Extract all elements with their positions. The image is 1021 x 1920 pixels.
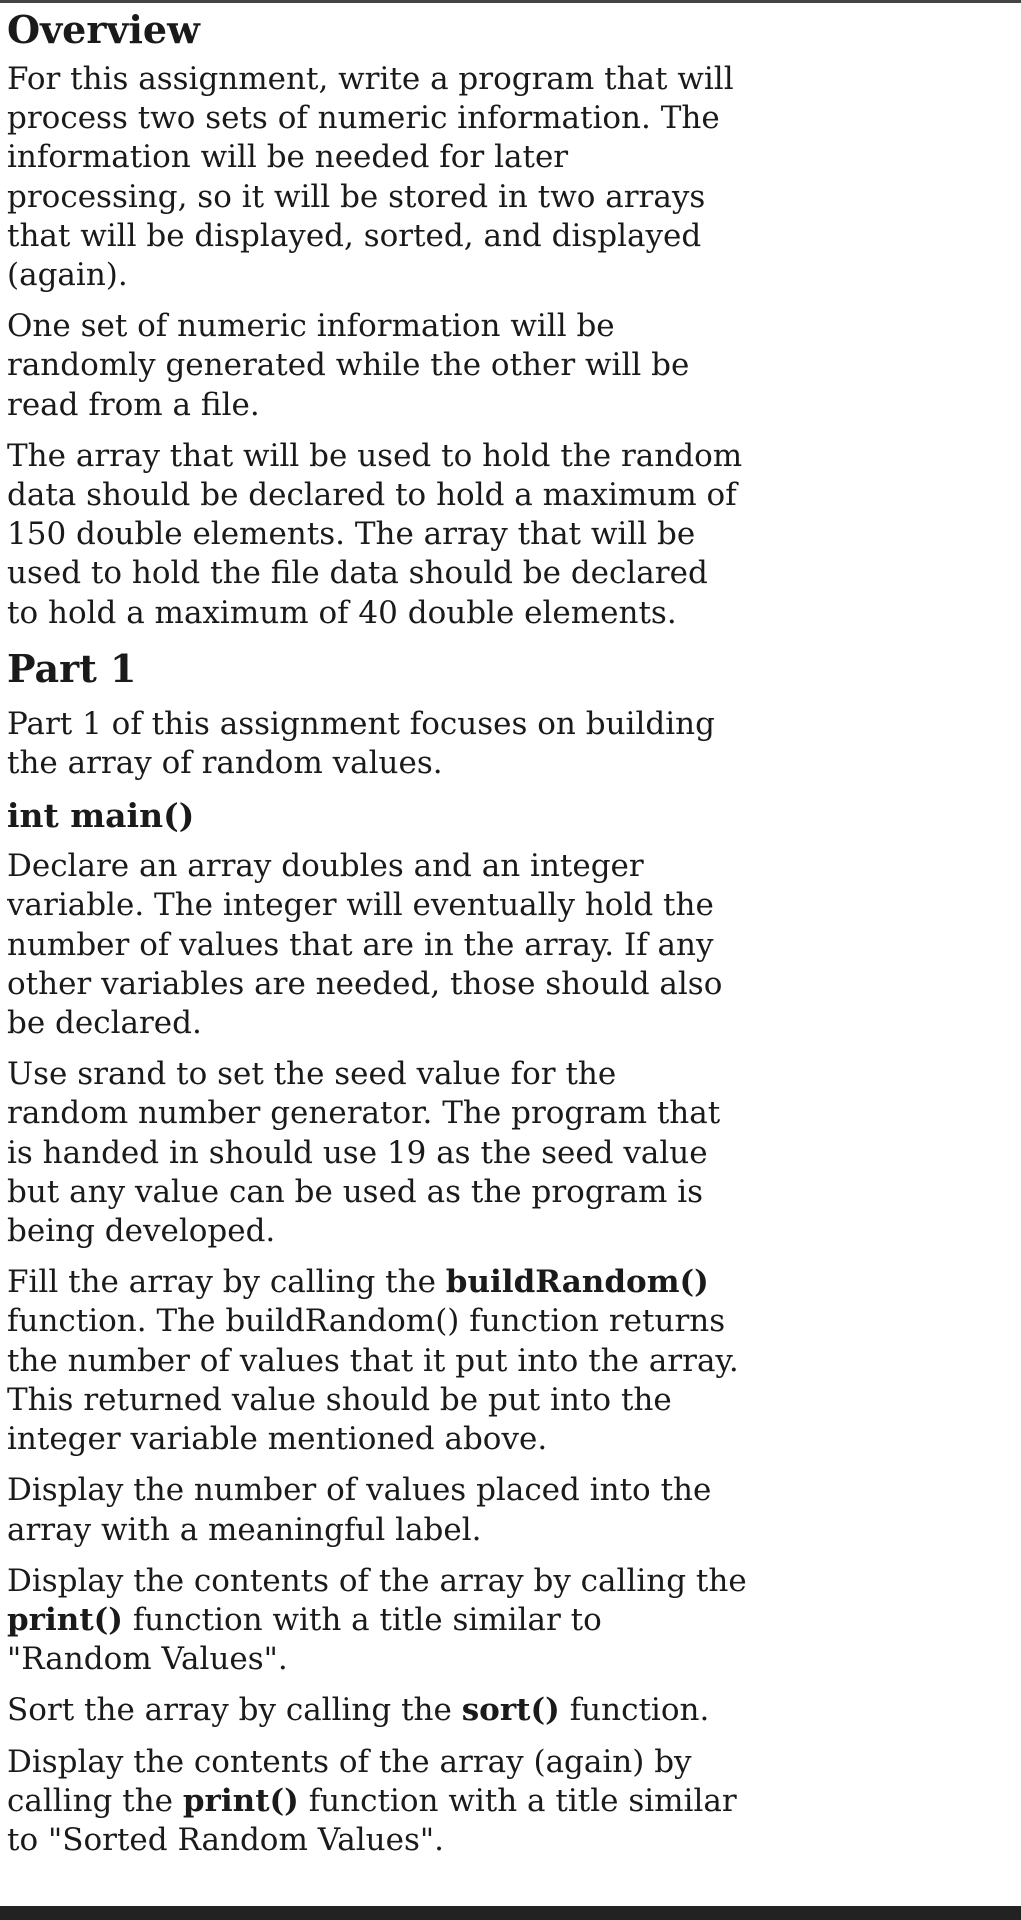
main-paragraph-build-random xyxy=(7,1263,747,1459)
window-top-border xyxy=(0,0,1021,3)
main-function-heading: int main() xyxy=(7,796,195,836)
function-name-build-random: buildRandom() xyxy=(445,1264,709,1301)
text-run: Sort the array by calling the xyxy=(7,1692,462,1729)
main-paragraph-display-count: Display the number of values placed into the array with a meaningful label. xyxy=(7,1472,712,1548)
text-run: Display the contents of the array by calling the xyxy=(7,1562,747,1599)
document-content xyxy=(7,4,747,1906)
part1-paragraph-1: Part 1 of this assignment focuses on building the array of random values. xyxy=(7,705,715,782)
main-paragraph-srand: Use srand to set the seed value for the random number generator. The program that is handed in should use 19 as the seed value but any value can be used as the program is being developed. xyxy=(7,1056,721,1250)
text-run: function. The buildRandom() function returns the number of values that it put into the array. This returned value should be put into the integer variable mentioned above. xyxy=(7,1303,739,1458)
overview-heading: Overview xyxy=(7,7,200,52)
main-paragraph-print xyxy=(7,1562,747,1680)
text-run: Display the contents of the array (again) by calling the xyxy=(7,1743,692,1819)
part1-heading: Part 1 xyxy=(7,645,137,691)
window-bottom-bar xyxy=(0,1906,1021,1920)
text-run: function with a title similar to "Sorted Random Values". xyxy=(7,1782,737,1858)
main-paragraph-declare: Declare an array doubles and an integer variable. The integer will eventually hold the number of values that are in the array. If any other variables are needed, those should also be declared. xyxy=(7,848,723,1042)
overview-paragraph-1: For this assignment, write a program that will process two sets of numeric information. The information will be needed for later processing, so it will be stored in two arrays that will be displayed, sorted, and displayed (again). xyxy=(7,61,734,294)
main-paragraph-print-sorted xyxy=(7,1743,747,1861)
main-paragraph-sort xyxy=(7,1691,747,1730)
function-name-print: print() xyxy=(7,1601,123,1638)
text-run: function. xyxy=(559,1692,710,1729)
text-run: function with a title similar to "Random Values". xyxy=(7,1601,602,1678)
overview-paragraph-3: The array that will be used to hold the random data should be declared to hold a maximum of 150 double elements. The array that will be used to hold the file data should be declared to hold a maximum of 40 double elements. xyxy=(7,437,743,631)
function-name-print: print() xyxy=(182,1782,299,1819)
overview-paragraph-2: One set of numeric information will be randomly generated while the other will be read from a file. xyxy=(7,308,690,423)
function-name-sort: sort() xyxy=(461,1692,560,1729)
text-run: Fill the array by calling the xyxy=(7,1264,446,1301)
